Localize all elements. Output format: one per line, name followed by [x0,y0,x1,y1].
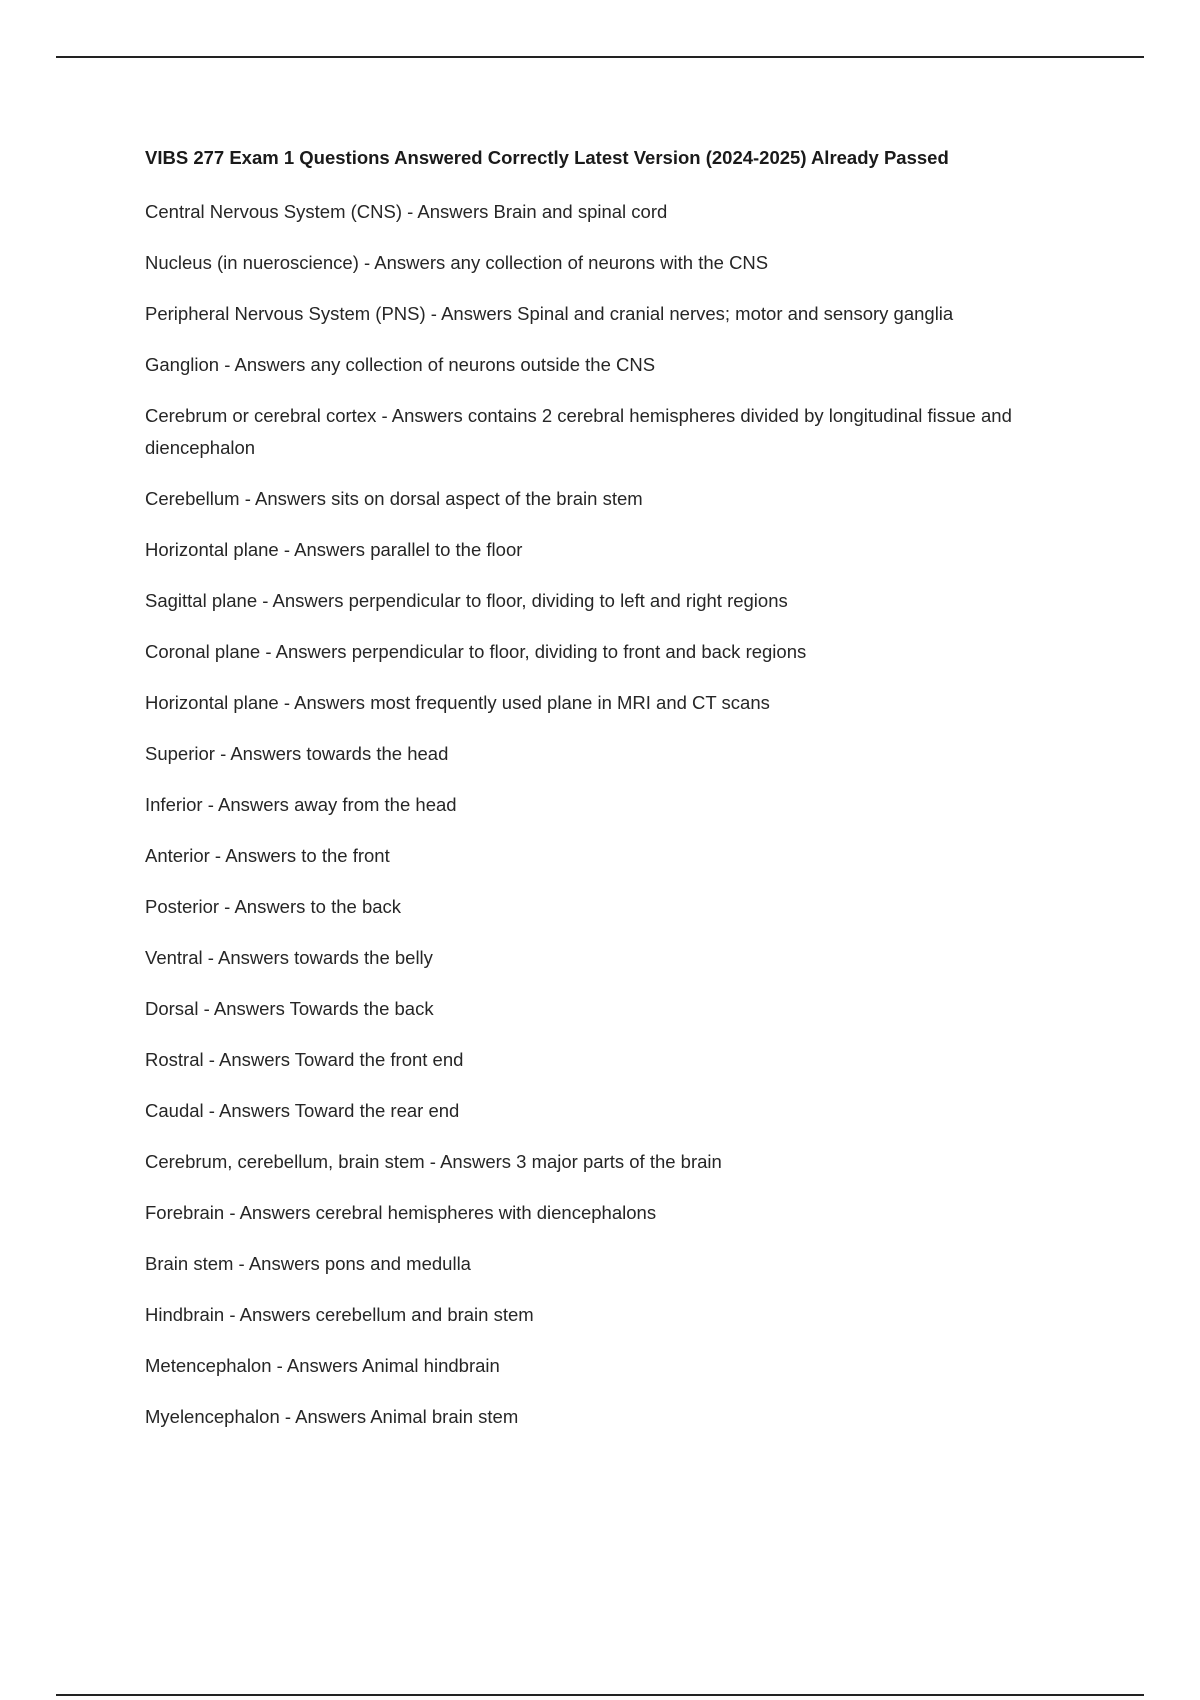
qa-text: Posterior - Answers to the back [145,896,402,917]
qa-text: Superior - Answers towards the head [145,743,449,764]
header-divider [56,56,1144,58]
qa-text: Forebrain - Answers cerebral hemispheres with diencephalons [145,1202,657,1223]
qa-item [145,534,1085,566]
qa-item [145,196,1085,228]
qa-text: Metencephalon - Answers Animal hindbrain [145,1355,500,1376]
qa-item [145,247,1085,279]
qa-text: Myelencephalon - Answers Animal brain stem [145,1406,519,1427]
qa-item [145,400,1085,464]
qa-item [145,687,1085,719]
qa-text: Peripheral Nervous System (PNS) - Answers Spinal and cranial nerves; motor and sensory ganglia [145,303,954,324]
qa-text: Horizontal plane - Answers parallel to the floor [145,539,523,560]
qa-item [145,891,1085,923]
qa-text: Dorsal - Answers Towards the back [145,998,434,1019]
qa-text: Brain stem - Answers pons and medulla [145,1253,471,1274]
qa-item [145,789,1085,821]
qa-list [145,196,1085,1433]
qa-item [145,1401,1085,1433]
qa-text: Inferior - Answers away from the head [145,794,457,815]
qa-item [145,636,1085,668]
qa-item [145,585,1085,617]
qa-text: Anterior - Answers to the front [145,845,390,866]
qa-item [145,1299,1085,1331]
qa-text: Cerebrum or cerebral cortex - Answers contains 2 cerebral hemispheres divided by longitudinal fissue and diencephalon [145,405,1012,458]
qa-text: Rostral - Answers Toward the front end [145,1049,464,1070]
qa-text: Cerebellum - Answers sits on dorsal aspect of the brain stem [145,488,643,509]
qa-item [145,840,1085,872]
qa-text: Horizontal plane - Answers most frequently used plane in MRI and CT scans [145,692,770,713]
qa-text: Ganglion - Answers any collection of neurons outside the CNS [145,354,656,375]
qa-item [145,1146,1085,1178]
qa-item [145,738,1085,770]
qa-item [145,1248,1085,1280]
document-title: VIBS 277 Exam 1 Questions Answered Correctly Latest Version (2024-2025) Already Passed [145,147,949,168]
qa-item [145,483,1085,515]
qa-text: Hindbrain - Answers cerebellum and brain stem [145,1304,534,1325]
qa-item [145,993,1085,1025]
qa-text: Coronal plane - Answers perpendicular to floor, dividing to front and back regions [145,641,807,662]
footer-divider [56,1694,1144,1696]
qa-item [145,1197,1085,1229]
qa-item [145,942,1085,974]
qa-text: Caudal - Answers Toward the rear end [145,1100,460,1121]
document-body [145,146,1085,1452]
qa-item [145,298,1085,330]
qa-item [145,1044,1085,1076]
qa-text: Sagittal plane - Answers perpendicular to floor, dividing to left and right regions [145,590,788,611]
qa-item [145,349,1085,381]
qa-text: Ventral - Answers towards the belly [145,947,433,968]
qa-item [145,1350,1085,1382]
qa-text: Central Nervous System (CNS) - Answers Brain and spinal cord [145,201,668,222]
qa-item [145,1095,1085,1127]
qa-text: Cerebrum, cerebellum, brain stem - Answers 3 major parts of the brain [145,1151,722,1172]
qa-text: Nucleus (in nueroscience) - Answers any collection of neurons with the CNS [145,252,769,273]
